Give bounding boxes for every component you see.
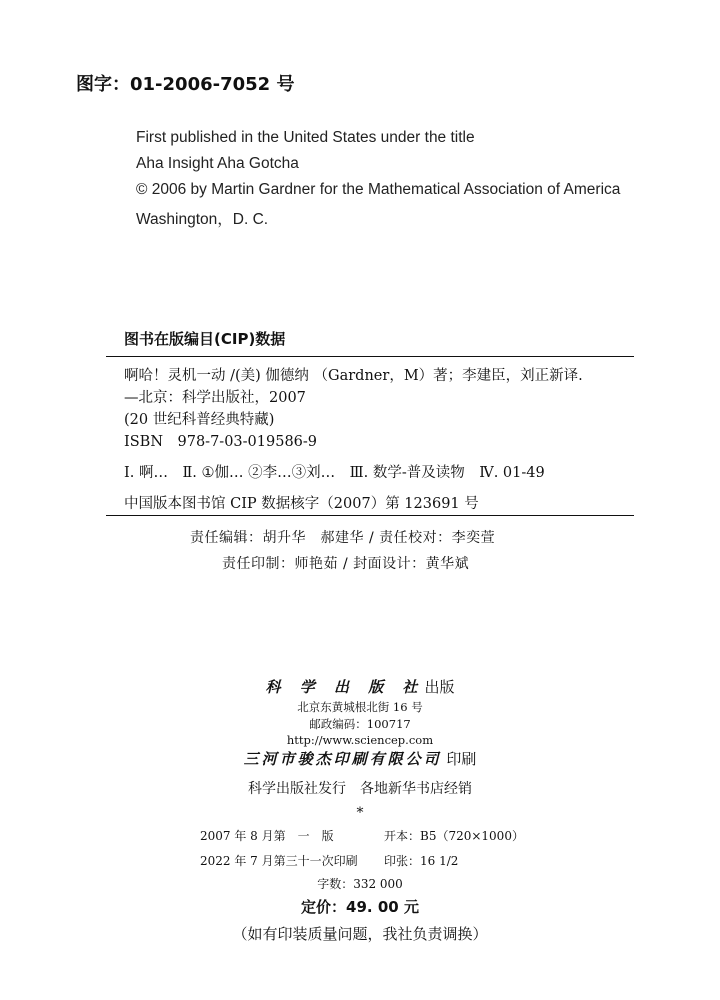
edition-date: 2007 年 8 月第 一 版 (200, 829, 334, 843)
price: 定价：49. 00 元 (301, 898, 419, 916)
editors-line-1: 责任编辑：胡升华 郝建华 / 责任校对：李奕萱 (190, 530, 496, 546)
printer-name: 三河市骏杰印刷有限公司 (243, 750, 442, 768)
publisher-postcode: 邮政编码：100717 (309, 717, 411, 731)
registration-number: 图字：01-2006-7052 号 (76, 74, 295, 95)
cip-classification: Ⅰ. 啊… Ⅱ. ①伽… ②李…③刘… Ⅲ. 数学-普及读物 Ⅳ. 01-49 (124, 465, 545, 481)
cip-series-line: (20 世纪科普经典特藏) (124, 412, 275, 428)
page-format: 开本：B5（720×1000） (384, 829, 524, 843)
print-sheets: 印张：16 1/2 (384, 854, 459, 868)
cip-title-line: 啊哈！灵机一动 /(美) 伽德纳 （Gardner，M）著；李建臣，刘正新译. (124, 368, 583, 384)
publisher-address: 北京东黄城根北街 16 号 (297, 700, 423, 714)
original-title-line: First published in the United States under the title (136, 129, 475, 146)
publisher-suffix: 出版 (424, 678, 455, 696)
original-place-line: Washington，D. C. (136, 211, 269, 228)
publisher-line (0, 676, 720, 697)
copyright-line: © 2006 by Martin Gardner for the Mathematical Association of America (136, 181, 621, 198)
publisher-website: http://www.sciencep.com (286, 733, 434, 747)
separator-asterisk: * (356, 805, 364, 821)
cip-bottom-rule (106, 515, 634, 516)
quality-note: （如有印装质量问题，我社负责调换） (232, 925, 488, 943)
publisher-name: 科 学 出 版 社 (265, 678, 425, 696)
cip-top-rule (106, 356, 634, 357)
word-count: 字数：332 000 (317, 877, 403, 891)
cip-library-record: 中国版本图书馆 CIP 数据核字（2007）第 123691 号 (124, 496, 479, 512)
original-title-line: Aha Insight Aha Gotcha (136, 155, 299, 172)
cip-publisher-line: —北京：科学出版社，2007 (124, 390, 306, 406)
cip-isbn-line: ISBN 978-7-03-019586-9 (124, 434, 318, 450)
printer-suffix: 印刷 (446, 750, 477, 768)
cip-heading: 图书在版编目(CIP)数据 (124, 330, 286, 348)
printer-line (0, 748, 720, 769)
distribution-line: 科学出版社发行 各地新华书店经销 (248, 781, 472, 797)
editors-line-2: 责任印制：师艳茹 / 封面设计：黄华斌 (222, 556, 470, 572)
print-date: 2022 年 7 月第三十一次印刷 (200, 854, 358, 868)
